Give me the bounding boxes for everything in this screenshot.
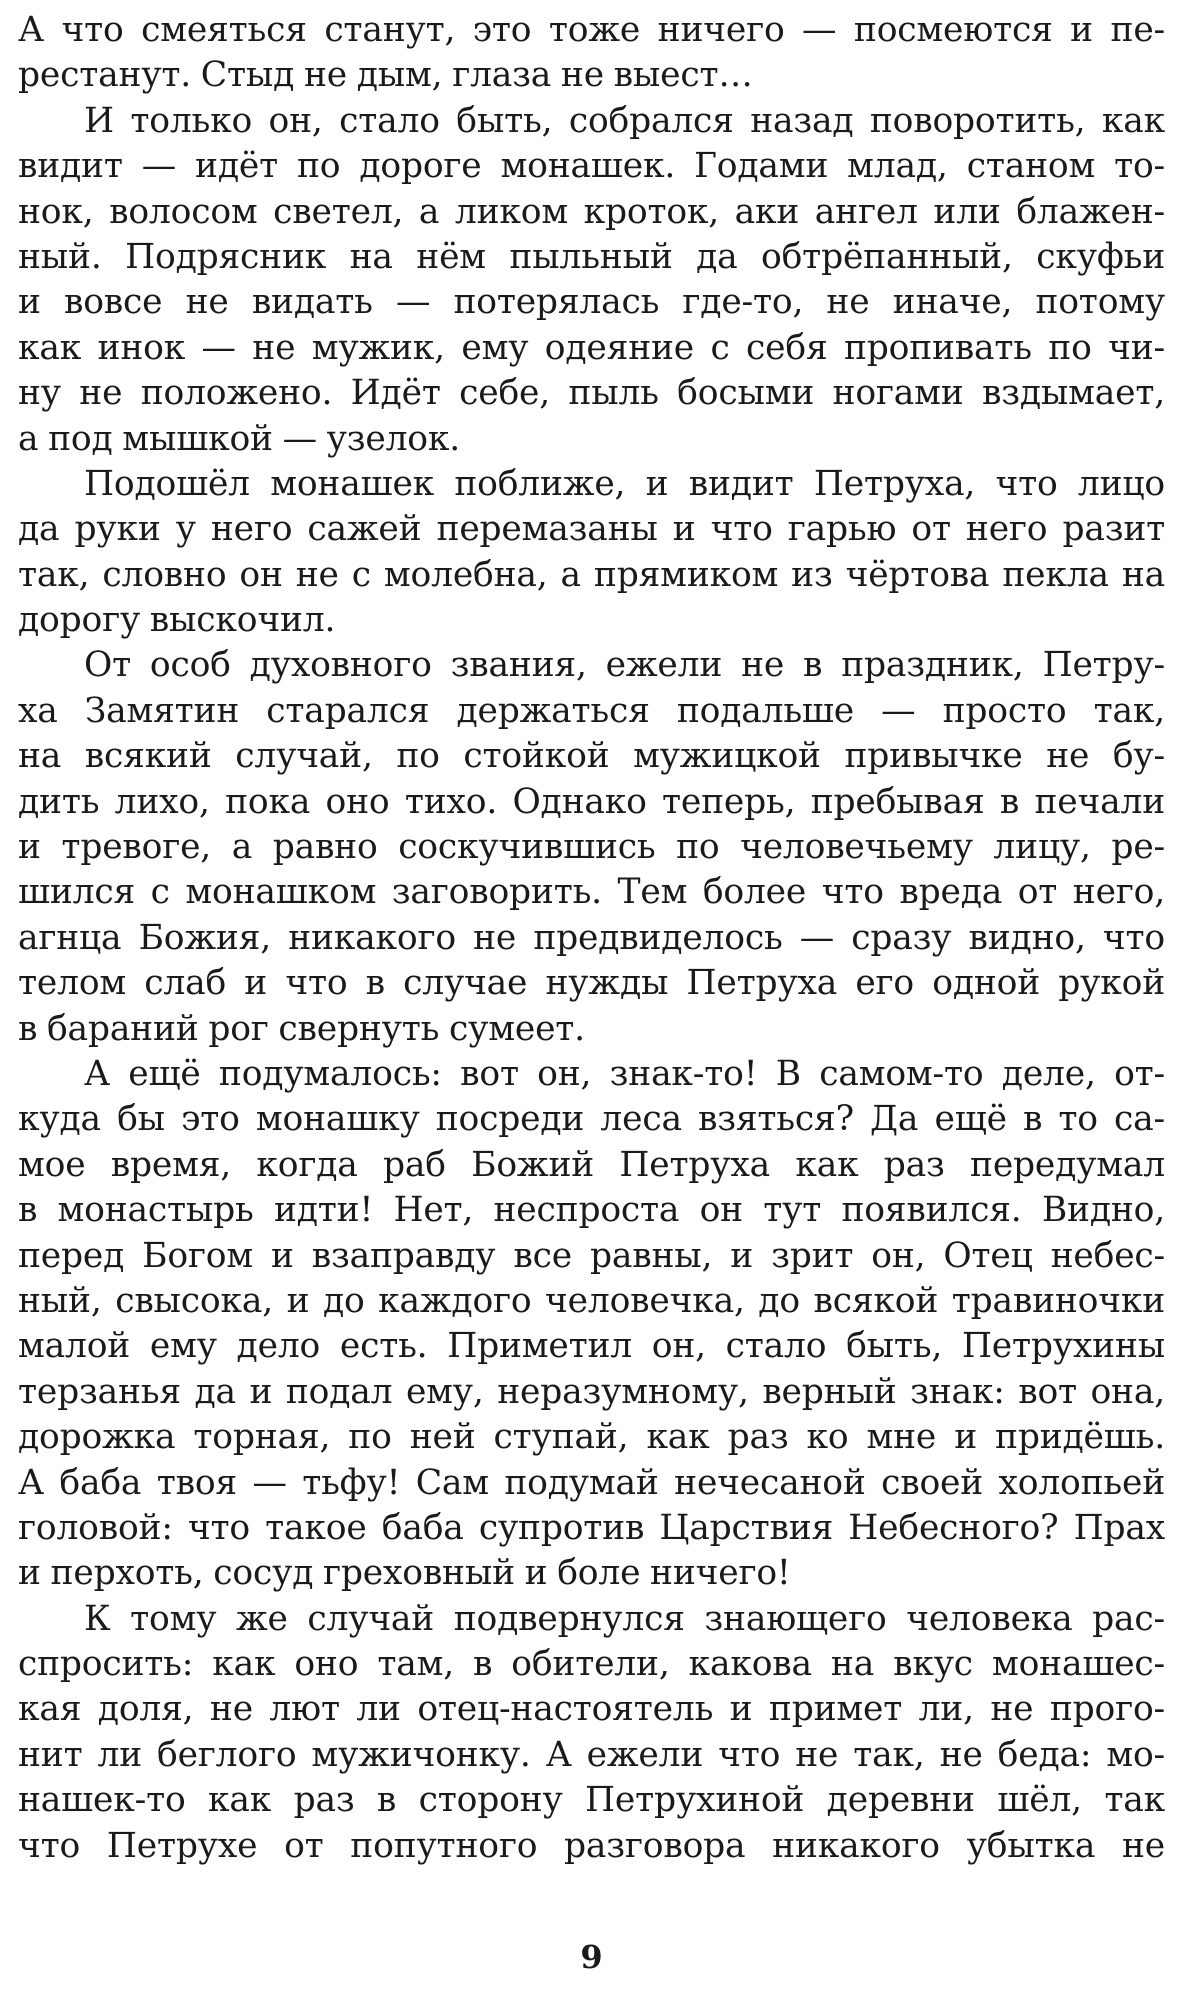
text-line: куда бы это монашку посреди леса взяться? Да ещё в то са- xyxy=(18,1099,1165,1140)
text-line: кая доля, не лют ли отец-настоятель и примет ли, не прого- xyxy=(18,1689,1165,1730)
text-line: в монастырь идти! Нет, неспроста он тут появился. Видно, xyxy=(18,1190,1165,1231)
text-line: ный. Подрясник на нём пыльный да обтрёпанный, скуфьи xyxy=(18,236,1165,277)
text-line: перед Богом и взаправду все равны, и зрит он, Отец небес- xyxy=(18,1235,1165,1276)
text-line: Подошёл монашек поближе, и видит Петруха, что лицо xyxy=(84,463,1165,504)
text-line: А ещё подумалось: вот он, знак-то! В самом-то деле, от- xyxy=(84,1053,1165,1094)
text-line: рестанут. Стыд не дым, глаза не выест… xyxy=(18,55,753,96)
body-text xyxy=(18,8,1165,1869)
text-line: как инок — не мужик, ему одеяние с себя пропивать по чи- xyxy=(18,327,1165,368)
book-page xyxy=(18,8,1165,1992)
text-line: нок, волосом светел, а ликом кроток, аки ангел или блажен- xyxy=(18,191,1165,232)
text-line: шился с монашком заговорить. Тем более что вреда от него, xyxy=(18,872,1165,913)
text-line: мое время, когда раб Божий Петруха как раз передумал xyxy=(18,1144,1165,1185)
text-line: малой ему дело есть. Приметил он, стало быть, Петрухины xyxy=(18,1326,1165,1367)
text-line: на всякий случай, по стойкой мужицкой привычке не бу- xyxy=(18,736,1165,777)
text-line: и перхоть, сосуд греховный и боле ничего! xyxy=(18,1553,791,1594)
text-line: так, словно он не с молебна, а прямиком из чёртова пекла на xyxy=(18,554,1165,595)
text-line: телом слаб и что в случае нужды Петруха его одной рукой xyxy=(18,963,1165,1004)
text-line: ный, свысока, и до каждого человечка, до всякой травиночки xyxy=(18,1280,1165,1321)
text-line: видит — идёт по дороге монашек. Годами млад, станом то- xyxy=(18,146,1165,187)
text-line: в бараний рог свернуть сумеет. xyxy=(18,1008,585,1049)
text-line: что Петрухе от попутного разговора никакого убытка не xyxy=(18,1825,1165,1866)
text-line: и вовсе не видать — потерялась где-то, не иначе, потому xyxy=(18,282,1165,323)
text-line: дить лихо, пока оно тихо. Однако теперь, пребывая в печали xyxy=(18,781,1165,822)
text-line: А что смеяться станут, это тоже ничего — посмеются и пе- xyxy=(18,10,1165,50)
text-line: а под мышкой — узелок. xyxy=(18,418,460,459)
text-line: дорогу выскочил. xyxy=(18,600,336,641)
text-line: И только он, стало быть, собрался назад поворотить, как xyxy=(84,100,1165,141)
text-line: да руки у него сажей перемазаны и что гарью от него разит xyxy=(18,509,1165,550)
text-line: От особ духовного звания, ежели не в праздник, Петру- xyxy=(84,645,1165,686)
text-line: агнца Божия, никакого не предвиделось — сразу видно, что xyxy=(18,917,1165,958)
text-line: ха Замятин старался держаться подальше — просто так, xyxy=(18,690,1165,731)
text-line: нит ли беглого мужичонку. А ежели что не так, не беда: мо- xyxy=(18,1734,1165,1775)
text-line: дорожка торная, по ней ступай, как раз ко мне и придёшь. xyxy=(18,1417,1165,1458)
text-line: терзанья да и подал ему, неразумному, верный знак: вот она, xyxy=(18,1371,1165,1412)
text-line: и тревоге, а равно соскучившись по человечьему лицу, ре- xyxy=(18,827,1165,868)
page-number: 9 xyxy=(580,1938,603,1976)
text-line: нашек-то как раз в сторону Петрухиной деревни шёл, так xyxy=(18,1780,1165,1821)
text-line: спросить: как оно там, в обители, какова на вкус монашес- xyxy=(18,1644,1165,1685)
text-line: ну не положено. Идёт себе, пыль босыми ногами вздымает, xyxy=(18,373,1165,414)
text-line: А баба твоя — тьфу! Сам подумай нечесаной своей холопьей xyxy=(18,1462,1165,1503)
text-line: головой: что такое баба супротив Царствия Небесного? Прах xyxy=(18,1507,1165,1548)
text-line: К тому же случай подвернулся знающего человека рас- xyxy=(84,1598,1165,1639)
